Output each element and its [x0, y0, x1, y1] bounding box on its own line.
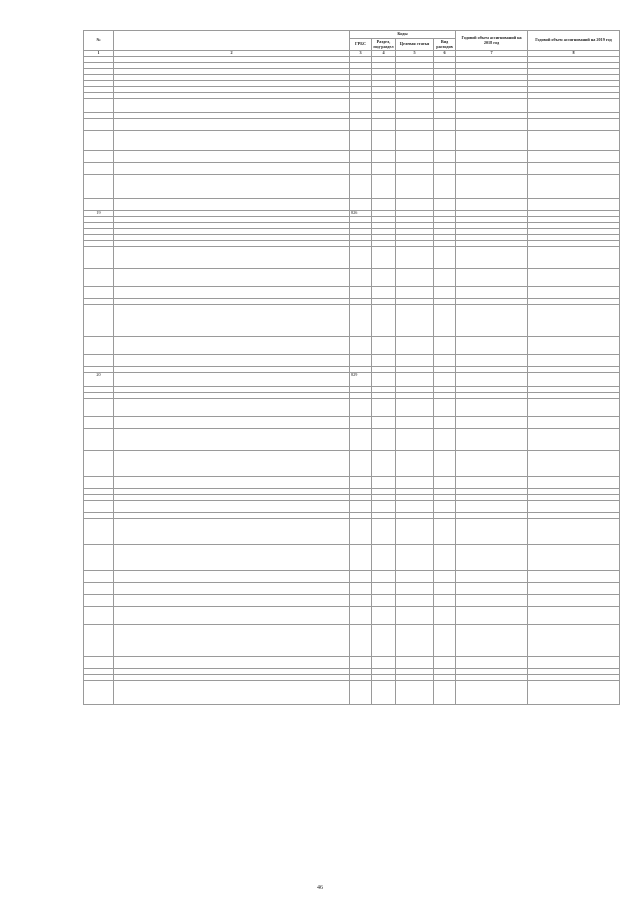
- row-number: [84, 607, 114, 625]
- row-volume-2019: [528, 99, 620, 113]
- table-row: [84, 657, 620, 669]
- row-target-article: [396, 199, 434, 211]
- row-target-article: [396, 583, 434, 595]
- header-grbs: ГРБС: [350, 39, 372, 51]
- row-section: [372, 287, 396, 299]
- row-section: [372, 451, 396, 477]
- row-number: [84, 151, 114, 163]
- row-target-article: [396, 657, 434, 669]
- table-row: [84, 607, 620, 625]
- table-row: [84, 417, 620, 429]
- column-index: 3: [350, 51, 372, 57]
- table-body: [84, 57, 620, 705]
- row-target-article: [396, 305, 434, 337]
- row-grbs: [350, 595, 372, 607]
- table-row: [84, 269, 620, 287]
- row-name: [114, 373, 350, 387]
- row-grbs: [350, 131, 372, 151]
- row-section: [372, 337, 396, 355]
- row-grbs: [350, 681, 372, 705]
- row-grbs: [350, 625, 372, 657]
- row-volume-2018: [456, 625, 528, 657]
- row-number: 20: [84, 373, 114, 387]
- row-grbs: [350, 337, 372, 355]
- page-number: 46: [317, 885, 323, 891]
- row-grbs: [350, 501, 372, 513]
- row-expense-type: [434, 571, 456, 583]
- row-grbs: [350, 199, 372, 211]
- row-target-article: [396, 429, 434, 451]
- row-volume-2019: [528, 681, 620, 705]
- row-number: [84, 625, 114, 657]
- row-volume-2018: [456, 247, 528, 269]
- row-grbs: [350, 657, 372, 669]
- row-volume-2018: [456, 429, 528, 451]
- table-row: [84, 337, 620, 355]
- table-header: [84, 31, 620, 57]
- row-expense-type: [434, 247, 456, 269]
- row-target-article: [396, 477, 434, 489]
- table-row: [84, 305, 620, 337]
- row-volume-2018: [456, 595, 528, 607]
- row-expense-type: [434, 451, 456, 477]
- row-section: [372, 607, 396, 625]
- row-grbs: [350, 399, 372, 417]
- row-target-article: [396, 501, 434, 513]
- row-number: [84, 451, 114, 477]
- row-name: [114, 175, 350, 199]
- row-grbs: [350, 151, 372, 163]
- row-section: [372, 175, 396, 199]
- table-row: [84, 595, 620, 607]
- table-row: [84, 583, 620, 595]
- row-expense-type: [434, 337, 456, 355]
- row-volume-2019: [528, 625, 620, 657]
- row-volume-2018: [456, 163, 528, 175]
- row-section: [372, 399, 396, 417]
- row-volume-2018: [456, 451, 528, 477]
- row-section: [372, 131, 396, 151]
- row-volume-2018: [456, 583, 528, 595]
- row-volume-2018: [456, 199, 528, 211]
- row-volume-2019: [528, 429, 620, 451]
- row-expense-type: [434, 119, 456, 131]
- row-name: [114, 429, 350, 451]
- row-expense-type: [434, 657, 456, 669]
- row-target-article: [396, 607, 434, 625]
- row-number: [84, 131, 114, 151]
- table-row: [84, 99, 620, 113]
- row-target-article: [396, 451, 434, 477]
- row-section: [372, 545, 396, 571]
- row-volume-2019: [528, 305, 620, 337]
- header-volume-2019: Годовой объем ассигнований на 2019 год: [528, 31, 620, 51]
- row-target-article: [396, 151, 434, 163]
- row-volume-2019: [528, 287, 620, 299]
- row-name: [114, 247, 350, 269]
- row-volume-2019: [528, 583, 620, 595]
- row-grbs: [350, 269, 372, 287]
- table-row: [84, 451, 620, 477]
- row-volume-2019: [528, 163, 620, 175]
- row-target-article: [396, 595, 434, 607]
- row-grbs: [350, 287, 372, 299]
- row-grbs: [350, 477, 372, 489]
- row-grbs: [350, 355, 372, 367]
- row-section: [372, 355, 396, 367]
- row-section: [372, 373, 396, 387]
- row-volume-2018: [456, 571, 528, 583]
- row-volume-2019: [528, 595, 620, 607]
- column-index: 5: [396, 51, 434, 57]
- row-expense-type: [434, 199, 456, 211]
- row-volume-2018: [456, 305, 528, 337]
- row-name: [114, 519, 350, 545]
- row-expense-type: [434, 163, 456, 175]
- row-volume-2019: [528, 269, 620, 287]
- row-section: [372, 571, 396, 583]
- row-section: [372, 429, 396, 451]
- table-row: [84, 545, 620, 571]
- row-name: [114, 625, 350, 657]
- row-name: [114, 287, 350, 299]
- row-target-article: [396, 417, 434, 429]
- header-section: Раздел, под-раздел: [373, 38, 394, 49]
- row-expense-type: [434, 625, 456, 657]
- row-volume-2019: [528, 571, 620, 583]
- row-number: [84, 477, 114, 489]
- row-volume-2019: [528, 545, 620, 571]
- row-section: [372, 199, 396, 211]
- table-row: [84, 681, 620, 705]
- header-name: [114, 31, 350, 51]
- row-expense-type: [434, 99, 456, 113]
- header-volume-2018: Годовой объем ассигнований на 2018 год: [456, 31, 528, 51]
- row-volume-2018: [456, 477, 528, 489]
- row-number: [84, 305, 114, 337]
- row-name: [114, 163, 350, 175]
- row-volume-2019: [528, 151, 620, 163]
- row-name: [114, 545, 350, 571]
- table-row: [84, 163, 620, 175]
- row-volume-2018: [456, 545, 528, 571]
- table-row: [84, 355, 620, 367]
- row-number: [84, 119, 114, 131]
- row-volume-2018: [456, 151, 528, 163]
- row-expense-type: [434, 477, 456, 489]
- row-name: [114, 417, 350, 429]
- row-target-article: [396, 175, 434, 199]
- row-volume-2018: [456, 519, 528, 545]
- row-expense-type: [434, 501, 456, 513]
- table-row: [84, 399, 620, 417]
- column-index: 6: [434, 51, 456, 57]
- row-number: [84, 199, 114, 211]
- column-index: 8: [528, 51, 620, 57]
- table-row: [84, 519, 620, 545]
- row-name: [114, 399, 350, 417]
- row-section: [372, 519, 396, 545]
- row-number: [84, 175, 114, 199]
- row-number: [84, 545, 114, 571]
- row-name: [114, 477, 350, 489]
- row-section: [372, 595, 396, 607]
- row-target-article: [396, 519, 434, 545]
- row-section: [372, 625, 396, 657]
- row-name: [114, 199, 350, 211]
- row-number: [84, 269, 114, 287]
- table-row: [84, 501, 620, 513]
- row-expense-type: [434, 305, 456, 337]
- row-section: [372, 305, 396, 337]
- row-volume-2018: [456, 657, 528, 669]
- row-target-article: [396, 373, 434, 387]
- row-volume-2018: [456, 681, 528, 705]
- table-row: [84, 151, 620, 163]
- row-number: [84, 571, 114, 583]
- row-number: [84, 583, 114, 595]
- row-number: [84, 657, 114, 669]
- row-grbs: 826: [350, 211, 372, 217]
- table-row: [84, 175, 620, 199]
- row-expense-type: [434, 545, 456, 571]
- row-target-article: [396, 355, 434, 367]
- row-section: [372, 119, 396, 131]
- row-volume-2019: [528, 175, 620, 199]
- row-name: [114, 99, 350, 113]
- row-volume-2018: [456, 269, 528, 287]
- row-grbs: [350, 519, 372, 545]
- header-codes-group: Коды: [350, 31, 456, 39]
- row-name: [114, 607, 350, 625]
- row-volume-2019: [528, 399, 620, 417]
- row-expense-type: [434, 287, 456, 299]
- row-volume-2018: [456, 337, 528, 355]
- row-volume-2018: [456, 175, 528, 199]
- row-number: [84, 429, 114, 451]
- header-num: №: [84, 31, 114, 51]
- table-row: [84, 373, 620, 387]
- row-name: [114, 595, 350, 607]
- row-target-article: [396, 545, 434, 571]
- row-section: [372, 417, 396, 429]
- row-volume-2018: [456, 355, 528, 367]
- table-row: [84, 477, 620, 489]
- table-row: [84, 571, 620, 583]
- row-expense-type: [434, 681, 456, 705]
- row-volume-2019: [528, 519, 620, 545]
- row-number: [84, 355, 114, 367]
- row-expense-type: [434, 175, 456, 199]
- row-volume-2019: [528, 247, 620, 269]
- row-volume-2018: [456, 399, 528, 417]
- row-name: [114, 151, 350, 163]
- row-volume-2019: [528, 607, 620, 625]
- row-name: [114, 681, 350, 705]
- row-volume-2019: [528, 337, 620, 355]
- row-grbs: [350, 247, 372, 269]
- row-name: [114, 571, 350, 583]
- row-number: [84, 501, 114, 513]
- row-volume-2018: [456, 131, 528, 151]
- row-number: [84, 595, 114, 607]
- row-section: [372, 681, 396, 705]
- row-number: [84, 337, 114, 355]
- table-row: [84, 247, 620, 269]
- row-volume-2019: [528, 417, 620, 429]
- row-section: [372, 583, 396, 595]
- row-target-article: [396, 399, 434, 417]
- row-volume-2019: [528, 131, 620, 151]
- table-row: [84, 287, 620, 299]
- row-volume-2019: [528, 451, 620, 477]
- row-target-article: [396, 287, 434, 299]
- row-target-article: [396, 163, 434, 175]
- row-name: [114, 501, 350, 513]
- table-row: [84, 625, 620, 657]
- row-section: [372, 163, 396, 175]
- row-grbs: 829: [350, 373, 372, 387]
- row-expense-type: [434, 519, 456, 545]
- row-expense-type: [434, 583, 456, 595]
- row-target-article: [396, 99, 434, 113]
- row-volume-2019: [528, 355, 620, 367]
- row-expense-type: [434, 373, 456, 387]
- row-name: [114, 131, 350, 151]
- row-section: [372, 151, 396, 163]
- row-volume-2019: [528, 373, 620, 387]
- row-name: [114, 657, 350, 669]
- row-volume-2018: [456, 417, 528, 429]
- row-target-article: [396, 337, 434, 355]
- row-grbs: [350, 305, 372, 337]
- row-expense-type: [434, 429, 456, 451]
- row-grbs: [350, 545, 372, 571]
- row-number: [84, 681, 114, 705]
- table-row: [84, 199, 620, 211]
- row-volume-2019: [528, 199, 620, 211]
- row-name: [114, 337, 350, 355]
- row-grbs: [350, 583, 372, 595]
- row-number: [84, 99, 114, 113]
- row-grbs: [350, 417, 372, 429]
- row-number: [84, 417, 114, 429]
- row-number: 19: [84, 211, 114, 217]
- row-section: [372, 501, 396, 513]
- row-volume-2019: [528, 657, 620, 669]
- row-grbs: [350, 571, 372, 583]
- column-index: 7: [456, 51, 528, 57]
- row-target-article: [396, 625, 434, 657]
- row-grbs: [350, 429, 372, 451]
- row-volume-2019: [528, 501, 620, 513]
- row-section: [372, 247, 396, 269]
- row-volume-2018: [456, 501, 528, 513]
- row-volume-2018: [456, 607, 528, 625]
- column-index: 4: [372, 51, 396, 57]
- row-name: [114, 119, 350, 131]
- row-target-article: [396, 269, 434, 287]
- column-index: 1: [84, 51, 114, 57]
- row-volume-2018: [456, 373, 528, 387]
- row-target-article: [396, 119, 434, 131]
- table-row: [84, 429, 620, 451]
- row-volume-2019: [528, 477, 620, 489]
- row-section: [372, 657, 396, 669]
- row-grbs: [350, 99, 372, 113]
- header-expense-type: Вид расходов: [434, 39, 456, 51]
- row-section: [372, 269, 396, 287]
- row-number: [84, 163, 114, 175]
- row-expense-type: [434, 607, 456, 625]
- row-number: [84, 519, 114, 545]
- row-volume-2018: [456, 99, 528, 113]
- budget-table: [83, 30, 620, 705]
- column-index: 2: [114, 51, 350, 57]
- row-name: [114, 451, 350, 477]
- row-expense-type: [434, 131, 456, 151]
- row-target-article: [396, 131, 434, 151]
- row-expense-type: [434, 595, 456, 607]
- row-expense-type: [434, 355, 456, 367]
- row-name: [114, 305, 350, 337]
- row-grbs: [350, 607, 372, 625]
- row-grbs: [350, 175, 372, 199]
- row-grbs: [350, 451, 372, 477]
- row-name: [114, 355, 350, 367]
- row-expense-type: [434, 151, 456, 163]
- row-name: [114, 583, 350, 595]
- row-number: [84, 399, 114, 417]
- row-expense-type: [434, 269, 456, 287]
- table-row: [84, 131, 620, 151]
- row-section: [372, 99, 396, 113]
- row-number: [84, 287, 114, 299]
- row-target-article: [396, 681, 434, 705]
- row-grbs: [350, 119, 372, 131]
- row-expense-type: [434, 417, 456, 429]
- row-volume-2018: [456, 287, 528, 299]
- row-number: [84, 247, 114, 269]
- row-volume-2018: [456, 119, 528, 131]
- row-expense-type: [434, 399, 456, 417]
- table-row: [84, 119, 620, 131]
- row-volume-2019: [528, 119, 620, 131]
- header-target-article: Целевая статья: [396, 39, 434, 51]
- row-section: [372, 477, 396, 489]
- row-grbs: [350, 163, 372, 175]
- row-target-article: [396, 571, 434, 583]
- row-name: [114, 269, 350, 287]
- row-target-article: [396, 247, 434, 269]
